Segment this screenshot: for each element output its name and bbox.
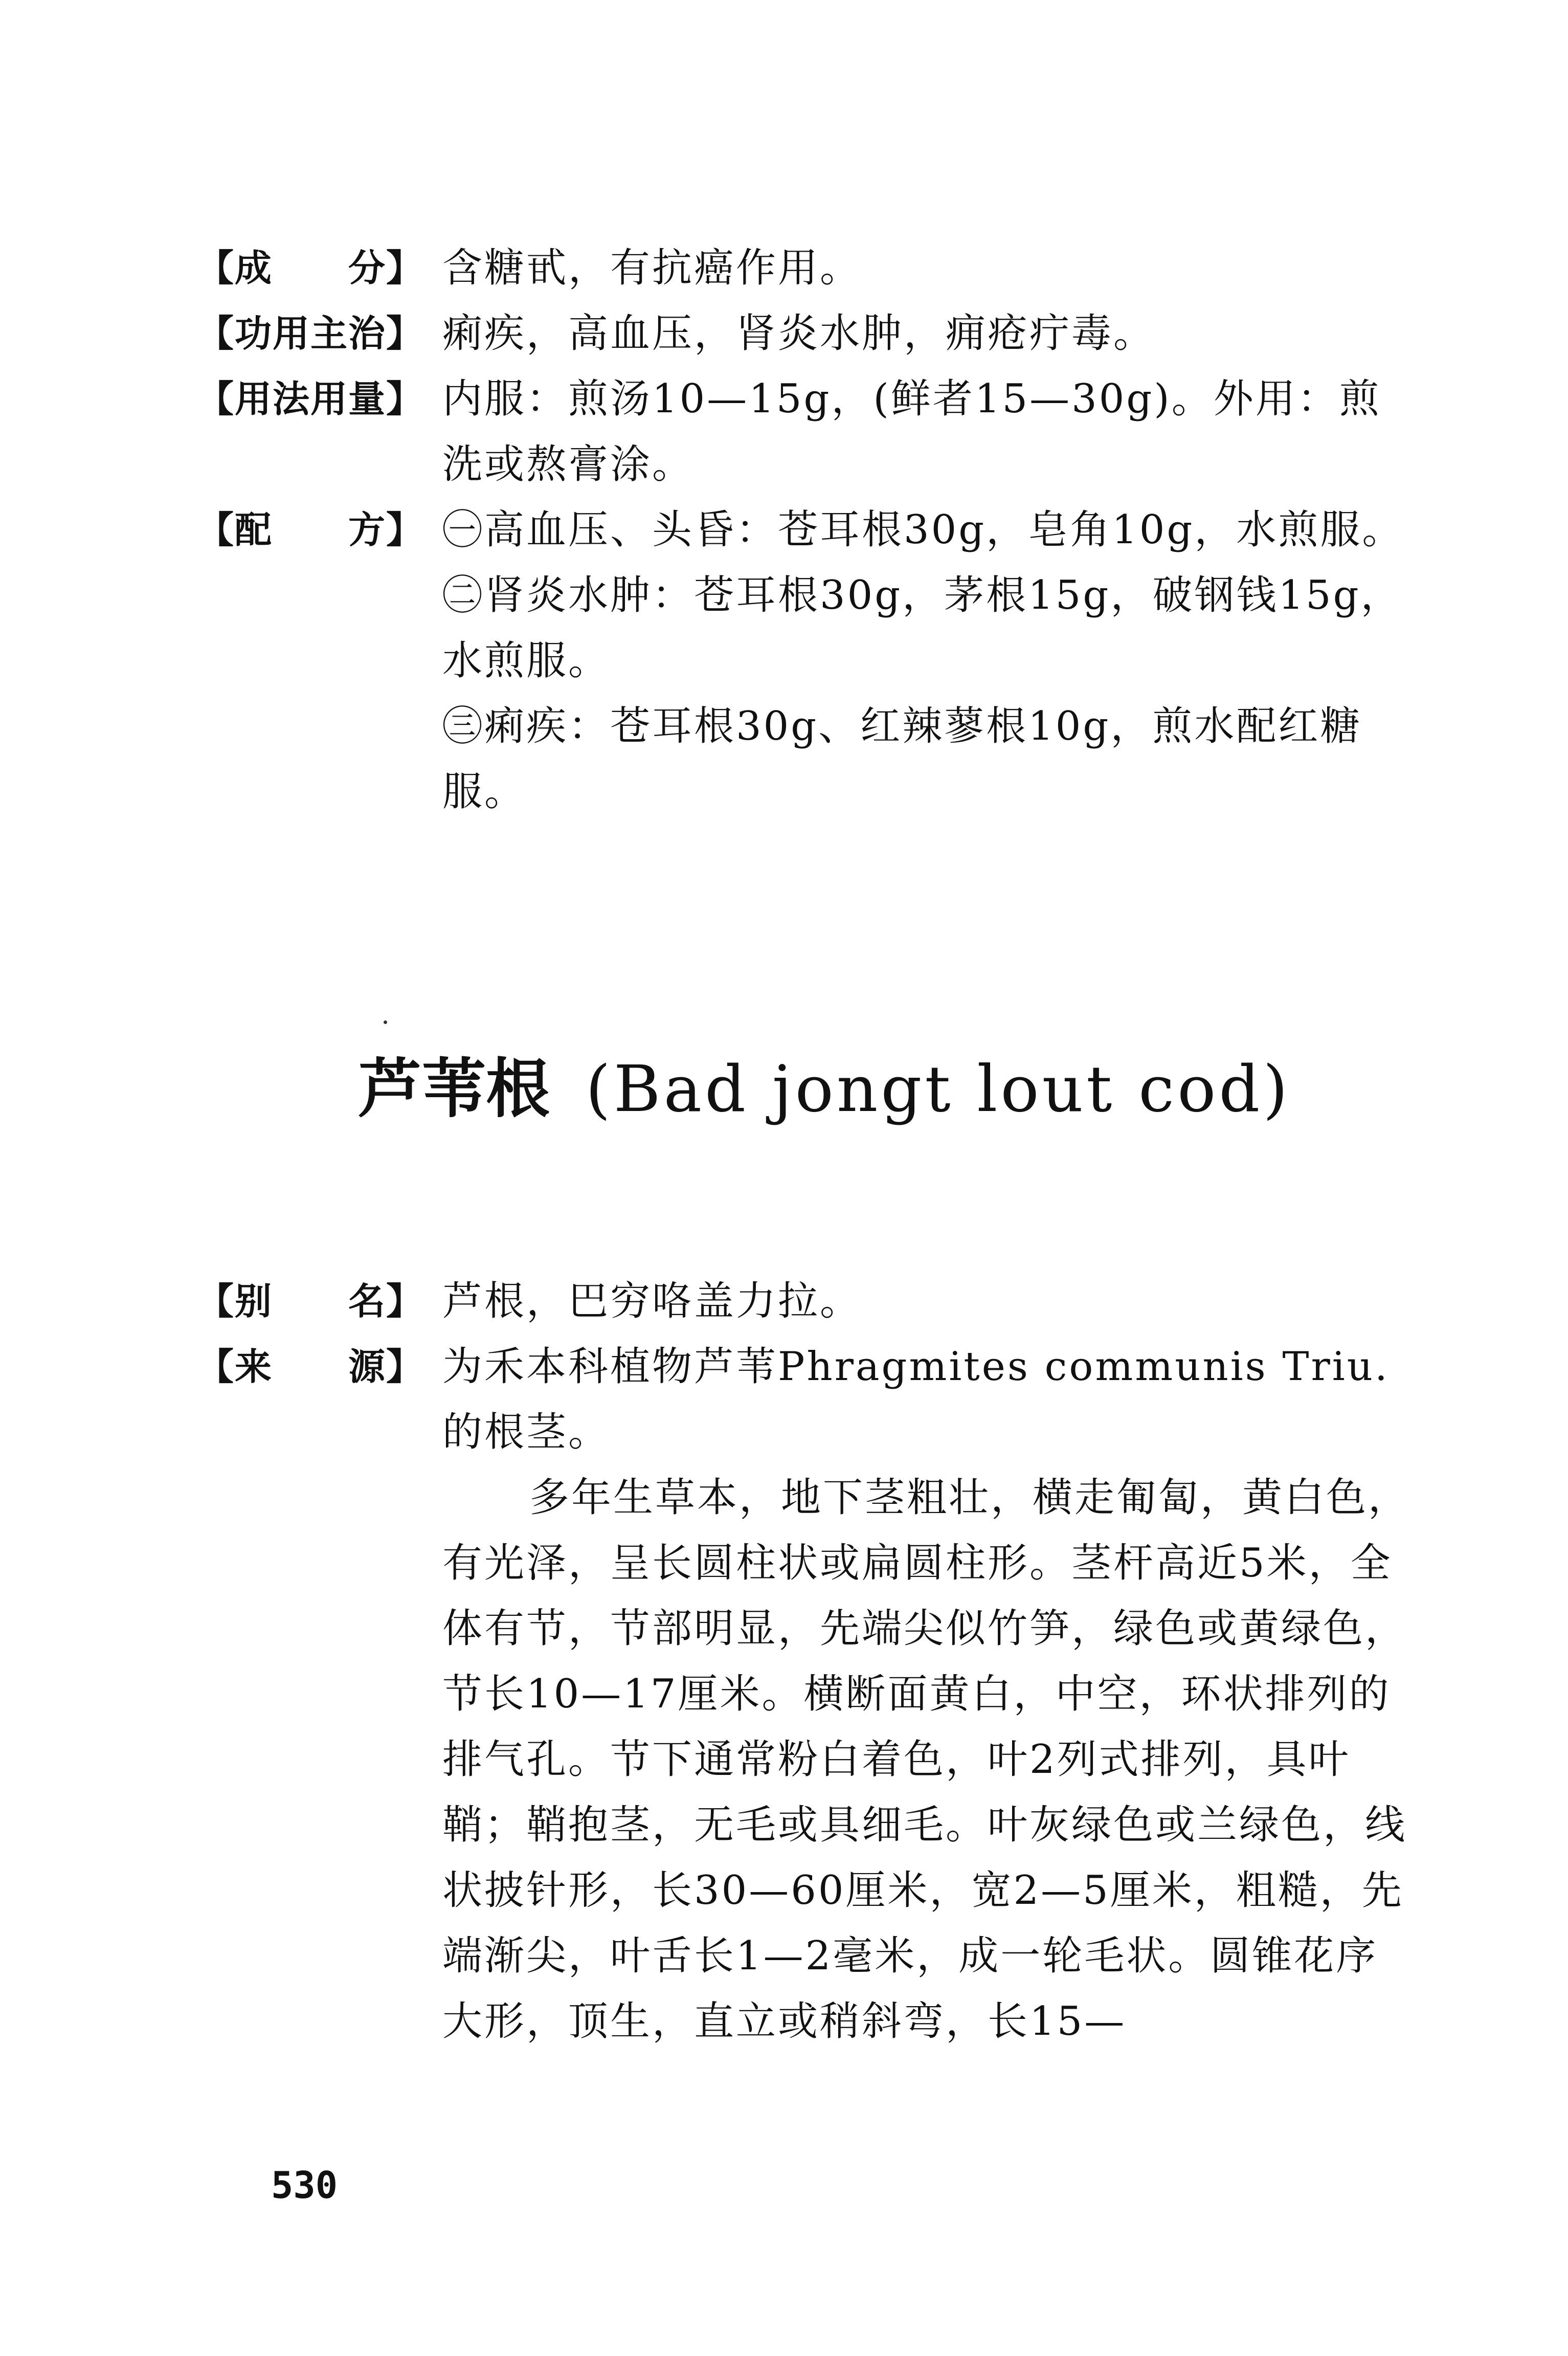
field-content xyxy=(442,235,1414,301)
section-reed-root xyxy=(197,1269,1414,2054)
prescription-item: ㊁肾炎水肿：苍耳根30g，茅根15g，破钢钱15g，水煎服。 xyxy=(442,572,1403,684)
description-paragraph: 多年生草本，地下茎粗壮，横走匍匐，黄白色，有光泽，呈长圆柱状或扁圆柱形。茎杆高近5米，全体有节，节部明显，先端尖似竹笋，绿色或黄绿色，节长10—17厘米。横断面黄白，中空，环状排列的排气孔。节下通常粉白着色，叶2列式排列，具叶鞘；鞘抱茎，无毛或具细毛。叶灰绿色或兰绿色，线状披针形，长30—60厘米，宽2—5厘米，粗糙，先端渐尖，叶舌长1—2毫米，成一轮毛状。圆锥花序大形，顶生，直立或稍斜弯，长15— xyxy=(442,1475,1410,2044)
field-row-prescription xyxy=(197,497,1414,825)
title-english: (Bad jongt lout cod) xyxy=(586,1052,1291,1126)
field-content xyxy=(442,366,1414,497)
field-row-usage xyxy=(197,366,1414,497)
field-text: 含糖甙，有抗癌作用。 xyxy=(442,245,862,291)
field-text: 痢疾，高血压，肾炎水肿，痈疮疔毒。 xyxy=(442,310,1156,357)
field-row-function xyxy=(197,301,1414,366)
entry-title xyxy=(358,1049,1291,1130)
field-row-alias xyxy=(197,1269,1414,1334)
section-previous-entry xyxy=(197,235,1414,825)
title-chinese: 芦苇根 xyxy=(358,1052,550,1126)
field-content xyxy=(442,1269,1414,1334)
field-label: 【配 方】 xyxy=(197,508,424,551)
field-label: 【来 源】 xyxy=(197,1345,424,1388)
prescription-item: ㊀高血压、头昏：苍耳根30g，皂角10g，水煎服。 xyxy=(442,507,1404,553)
field-row-source xyxy=(197,1334,1414,2054)
field-text: 芦根，巴穷咯盖力拉。 xyxy=(442,1278,862,1324)
field-label: 【别 名】 xyxy=(197,1280,424,1323)
field-label: 【成 分】 xyxy=(197,247,424,290)
page-number: 530 xyxy=(271,2164,338,2207)
field-content xyxy=(442,1334,1414,2054)
prescription-item: ㊂痢疾：苍耳根30g、红辣蓼根10g，煎水配红糖服。 xyxy=(442,703,1362,815)
field-content xyxy=(442,497,1414,825)
field-text: 为禾本科植物芦苇Phragmites communis Triu. 的根茎。 xyxy=(442,1344,1390,1455)
field-text: 内服：煎汤10—15g，(鲜者15—30g)。外用：煎洗或熬膏涂。 xyxy=(442,376,1381,487)
field-content xyxy=(442,301,1414,366)
field-label: 【功用主治】 xyxy=(197,312,424,355)
print-speck xyxy=(384,1020,387,1024)
field-label: 【用法用量】 xyxy=(197,377,424,420)
field-row-composition xyxy=(197,235,1414,301)
